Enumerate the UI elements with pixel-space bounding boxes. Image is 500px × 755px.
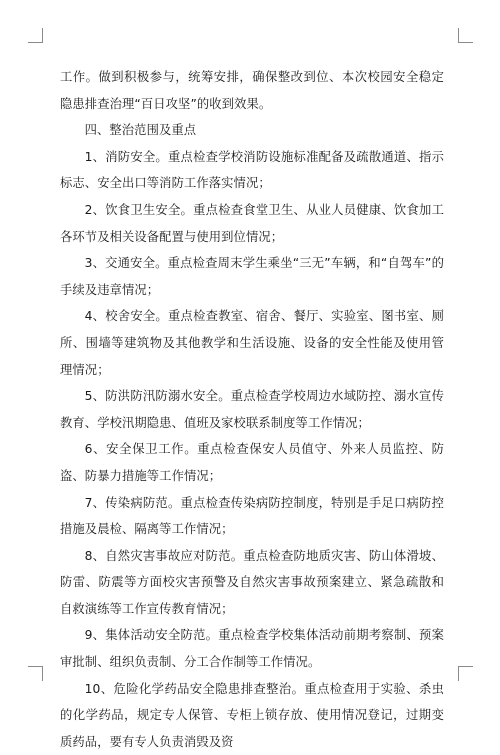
crop-mark-top-right [458, 28, 473, 43]
section-heading: 四、整治范围及重点 [84, 123, 197, 138]
list-item: 6、安全保卫工作。重点检查保安人员值守、外来人员监控、防盗、防暴力措施等工作情况； [60, 442, 444, 483]
list-item: 7、传染病防范。重点检查传染病防控制度，特别是手足口病防控措施及晨检、隔离等工作情况； [60, 495, 444, 537]
paragraph-continuation: 工作。做到积极参与，统筹安排，确保整改到位、本次校园安全稳定隐患排查治理“百日攻坚”的收到效果。 [60, 70, 444, 111]
list-item: 2、饮食卫生安全。重点检查食堂卫生、从业人员健康、饮食加工各环节及相关设备配置与使用到位情况； [60, 202, 444, 244]
list-item: 9、集体活动安全防范。重点检查学校集体活动前期考察制、预案审批制、组织负责制、分工合作制等工作情况。 [60, 628, 444, 670]
crop-mark-bottom-left [28, 666, 43, 681]
list-item: 10、危险化学药品安全隐患排查整治。重点检查用于实验、杀虫的化学药品，规定专人保管、专柜上锁存放、使用情况登记，过期变质药品，要有专人负责消毁及资 [60, 681, 444, 749]
list-item: 3、交通安全。重点检查周末学生乘坐“三无”车辆，和“自驾车”的手续及违章情况； [60, 256, 444, 297]
list-item: 4、校舍安全。重点检查教室、宿舍、餐厅、实验室、图书室、厕所、围墙等建筑物及其他教学和生活设施、设备的安全性能及使用管理情况； [60, 309, 444, 377]
crop-mark-top-left [28, 28, 43, 43]
crop-mark-bottom-right [458, 666, 473, 681]
list-item: 8、自然灾害事故应对防范。重点检查防地质灾害、防山体滑坡、防雷、防震等方面校灾害预警及自然灾害事故预案建立、紧急疏散和自救演练等工作宣传教育情况； [60, 548, 444, 616]
list-item: 1、消防安全。重点检查学校消防设施标准配备及疏散通道、指示标志、安全出口等消防工作落实情况； [60, 149, 444, 191]
document-body [60, 64, 444, 755]
list-item: 5、防洪防汛防溺水安全。重点检查学校周边水域防控、溺水宣传教育、学校汛期隐患、值班及家校联系制度等工作情况； [60, 389, 444, 430]
